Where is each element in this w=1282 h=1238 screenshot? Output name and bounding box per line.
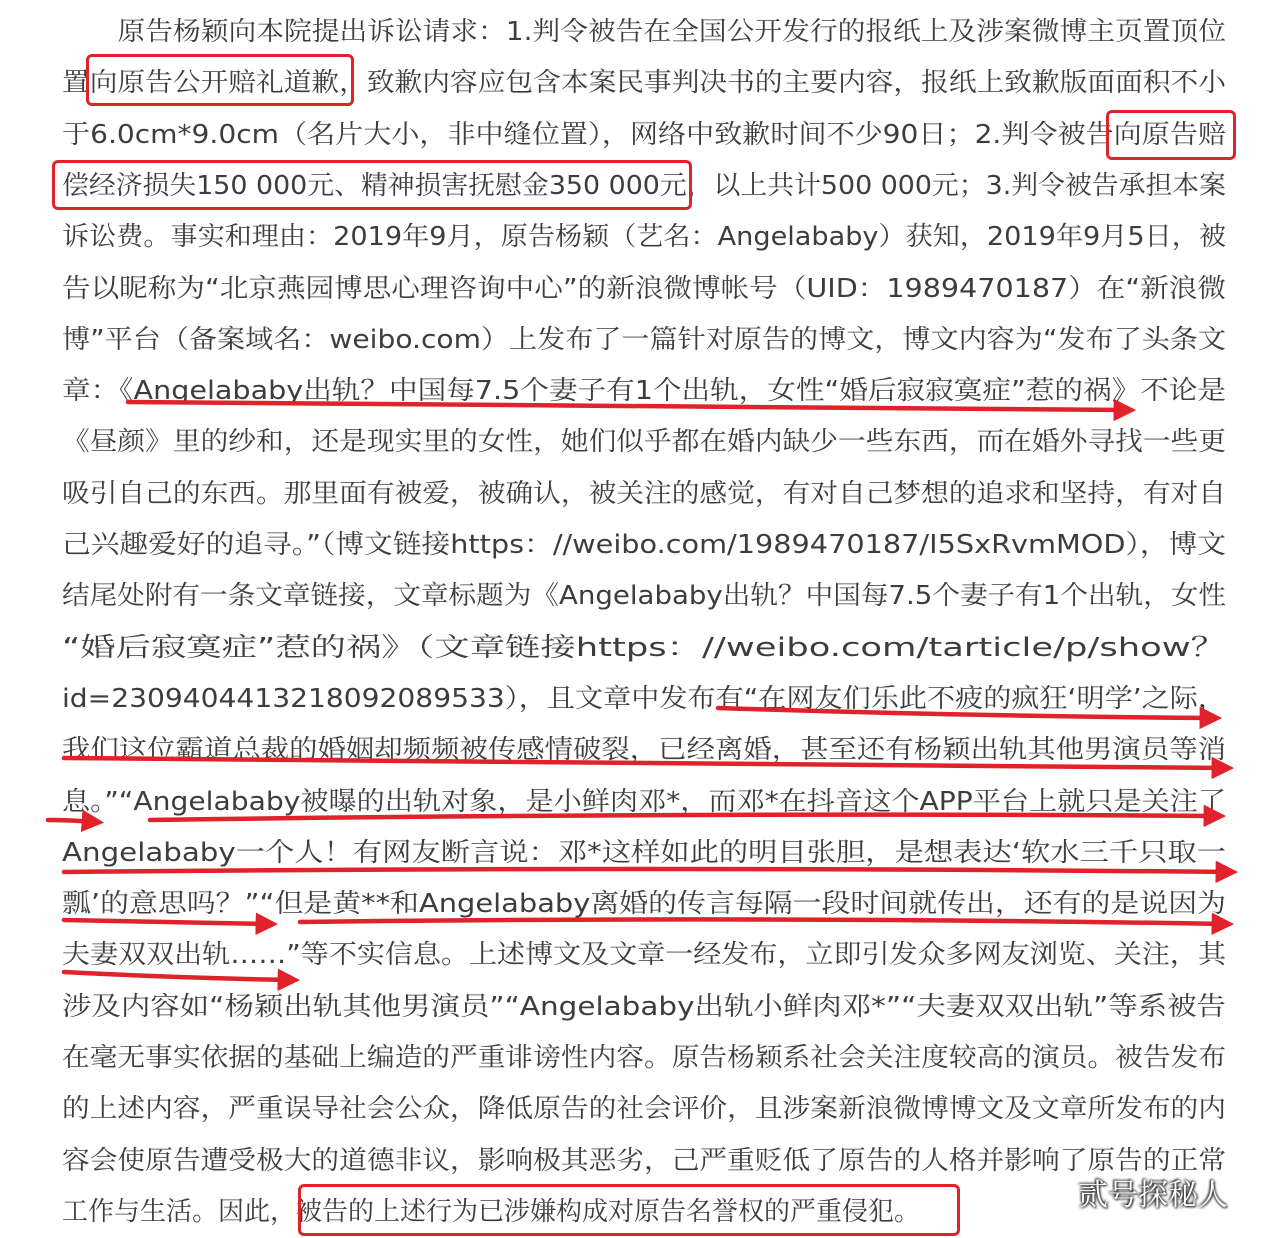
text-line-content: 原告杨颖向本院提出诉讼请求：1.判令被告在全国公开发行的报纸上及涉案微博主页置顶位 [62, 17, 1226, 47]
text-line-content: 于6.0cm*9.0cm（名片大小，非中缝位置），网络中致歉时间不少90日；2.判令被告向原告赔 [62, 119, 1226, 150]
text-line [62, 10, 1226, 54]
text-line [62, 1139, 1226, 1183]
text-line-content: 夫妻双双出轨……”等不实信息。上述博文及文章一经发布，立即引发众多网友浏览、关注，其 [62, 940, 1226, 971]
text-line-content: 博”平台（备案域名：weibo.com）上发布了一篇针对原告的博文，博文内容为“发布了头条文 [62, 324, 1226, 355]
text-line-content: 己兴趣爱好的追寻。”（博文链接https：//weibo.com/1989470187/I5SxRvmMOD），博文 [62, 530, 1226, 560]
text-line [62, 472, 1226, 516]
text-line [62, 677, 1226, 721]
text-line-content: 息。”“Angelababy被曝的出轨对象，是小鲜肉邓*，而邓*在抖音这个APP平台上就只是关注了 [62, 786, 1226, 817]
text-line [62, 626, 1226, 670]
text-line-content: id=2309404413218092089533），且文章中发布有“在网友们乐此不疲的疯狂‘明学’之际， [62, 683, 1226, 714]
text-line-content: 置向原告公开赔礼道歉，致歉内容应包含本案民事判决书的主要内容，报纸上致歉版面面积不小 [62, 68, 1226, 99]
highlight-box-apology [86, 54, 354, 106]
highlight-box-compensation-start [1106, 110, 1236, 160]
text-line [62, 369, 1226, 413]
text-line [62, 933, 1226, 977]
text-line-content: 偿经济损失150 000元、精神损害抚慰金350 000元，以上共计500 000元；3.判令被告承担本案 [62, 170, 1227, 201]
text-line [62, 985, 1226, 1029]
text-line-content: 章：《Angelababy出轨？中国每7.5个妻子有1个出轨，女性“婚后寂寂寞症”惹的祸》不论是 [62, 376, 1226, 407]
text-line [62, 882, 1226, 926]
text-line-content: 告以昵称为“北京燕园博思心理咨询中心”的新浪微博帐号（UID：1989470187）在“新浪微 [62, 273, 1226, 304]
text-line-content: 吸引自己的东西。那里面有被爱，被确认，被关注的感觉，有对自己梦想的追求和坚持，有对自 [62, 478, 1226, 509]
text-line-content: 结尾处附有一条文章链接，文章标题为《Angelababy出轨？中国每7.5个妻子有1个出轨，女性 [62, 581, 1226, 612]
text-line-content: 诉讼费。事实和理由：2019年9月，原告杨颖（艺名：Angelababy）获知，2019年9月5日，被 [62, 222, 1226, 253]
highlight-box-compensation-amount [52, 160, 692, 210]
text-line [62, 215, 1226, 259]
text-line-content: 的上述内容，严重误导社会公众，降低原告的社会评价，且涉案新浪微博博文及文章所发布的内 [62, 1094, 1226, 1125]
text-line-content: 工作与生活。因此，被告的上述行为已涉嫌构成对原告名誉权的严重侵犯。 [62, 1196, 921, 1227]
text-line-content: “婚后寂寞症”惹的祸》（文章链接https：//weibo.com/tarticle/p/show？ [62, 632, 1226, 663]
text-line-content: 在毫无事实依据的基础上编造的严重诽谤性内容。原告杨颖系社会关注度较高的演员。被告发布 [62, 1043, 1226, 1073]
text-line [62, 113, 1226, 157]
text-line-content: 瓢’的意思吗？”“但是黄**和Angelababy离婚的传言每隔一段时间就传出，还有的是说因为 [62, 889, 1227, 920]
text-line [62, 1036, 1226, 1080]
text-line [62, 318, 1226, 362]
watermark-text: 贰号探秘人 [1078, 1178, 1228, 1213]
text-line [62, 523, 1226, 567]
text-line [62, 780, 1226, 824]
text-line-content: 涉及内容如“杨颖出轨其他男演员”“Angelababy出轨小鲜肉邓*”“夫妻双双出轨”等系被告 [62, 991, 1226, 1022]
text-line-content: 我们这位霸道总裁的婚姻却频频被传感情破裂，已经离婚，甚至还有杨颖出轨其他男演员等消 [62, 735, 1226, 766]
text-line-content: 容会使原告遭受极大的道德非议，影响极其恶劣，己严重贬低了原告的人格并影响了原告的正常 [62, 1145, 1226, 1176]
text-line [62, 831, 1226, 875]
text-line [62, 574, 1226, 618]
text-line [62, 267, 1226, 311]
text-line-content: 《昼颜》里的纱和，还是现实里的女性，她们似乎都在婚内缺少一些东西，而在婚外寻找一些更 [62, 427, 1226, 458]
text-line [62, 728, 1226, 772]
text-line [62, 420, 1226, 464]
text-line [62, 1087, 1226, 1131]
text-line-content: Angelababy一个人！有网友断言说：邓*这样如此的明目张胆，是想表达‘软水三千只取一 [62, 837, 1226, 868]
highlight-box-infringement [298, 1184, 960, 1236]
